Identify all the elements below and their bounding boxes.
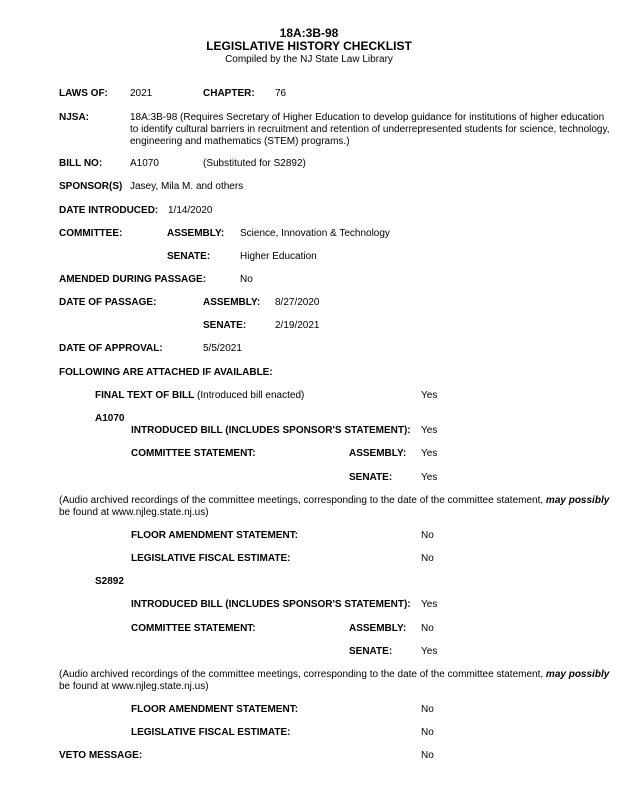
s2892-floor-value: No: [421, 704, 434, 715]
veto-value: No: [421, 750, 434, 761]
a1070-senate-label: SENATE:: [349, 472, 393, 483]
s2892-committee-label: COMMITTEE STATEMENT:: [131, 623, 256, 634]
s2892-label: S2892: [95, 576, 124, 587]
a1070-assembly-value: Yes: [421, 448, 438, 459]
laws-of-value: 2021: [130, 88, 153, 99]
a1070-committee-label: COMMITTEE STATEMENT:: [131, 448, 256, 459]
s2892-fiscal-label: LEGISLATIVE FISCAL ESTIMATE:: [131, 727, 291, 738]
final-text-row: [95, 390, 304, 402]
passage-assembly-value: 8/27/2020: [275, 297, 320, 308]
a1070-audio-emphasis: may possibly: [545, 495, 610, 506]
a1070-audio-text: (Audio archived recordings of the committee meetings, corresponding to the date of the committee statement,: [59, 495, 546, 506]
njsa-label: NJSA:: [59, 112, 90, 123]
bill-no-note: (Substituted for S2892): [203, 158, 306, 169]
a1070-senate-value: Yes: [421, 472, 438, 483]
s2892-assembly-label: ASSEMBLY:: [349, 623, 407, 634]
bill-no-value: A1070: [130, 158, 159, 169]
a1070-audio-note: [59, 495, 609, 507]
date-of-approval-label: DATE OF APPROVAL:: [59, 343, 163, 354]
amended-label: AMENDED DURING PASSAGE:: [59, 274, 207, 285]
a1070-floor-label: FLOOR AMENDMENT STATEMENT:: [131, 530, 299, 541]
bill-no-label: BILL NO:: [59, 158, 103, 169]
committee-senate-label: SENATE:: [167, 251, 211, 262]
committee-assembly-label: ASSEMBLY:: [167, 228, 225, 239]
date-introduced-value: 1/14/2020: [168, 205, 213, 216]
s2892-audio-url-line: be found at www.njleg.state.nj.us): [59, 681, 209, 692]
committee-label: COMMITTEE:: [59, 228, 123, 239]
amended-value: No: [240, 274, 253, 285]
a1070-floor-value: No: [421, 530, 434, 541]
date-of-approval-value: 5/5/2021: [203, 343, 242, 354]
passage-assembly-label: ASSEMBLY:: [203, 297, 261, 308]
a1070-assembly-label: ASSEMBLY:: [349, 448, 407, 459]
laws-of-label: LAWS OF:: [59, 88, 108, 99]
njsa-line: 18A:3B-98 (Requires Secretary of Higher Education to develop guidance for institutions of higher education: [130, 112, 605, 123]
a1070-introduced-label: INTRODUCED BILL (INCLUDES SPONSOR'S STATEMENT):: [131, 425, 411, 436]
document-title: LEGISLATIVE HISTORY CHECKLIST: [206, 39, 412, 53]
committee-assembly-value: Science, Innovation & Technology: [240, 228, 390, 239]
a1070-fiscal-value: No: [421, 553, 434, 564]
committee-senate-value: Higher Education: [240, 251, 317, 262]
final-text-value: Yes: [421, 390, 438, 401]
date-of-passage-label: DATE OF PASSAGE:: [59, 297, 157, 308]
final-text-label: FINAL TEXT OF BILL: [95, 390, 195, 401]
document-subtitle: Compiled by the NJ State Law Library: [225, 54, 393, 65]
s2892-audio-text: (Audio archived recordings of the committee meetings, corresponding to the date of the committee statement,: [59, 669, 546, 680]
a1070-introduced-value: Yes: [421, 425, 438, 436]
njsa-line: to identify cultural barriers in recruitment and retention of underrepresented students for science, technology,: [130, 124, 610, 135]
attached-heading: FOLLOWING ARE ATTACHED IF AVAILABLE:: [59, 367, 273, 378]
s2892-floor-label: FLOOR AMENDMENT STATEMENT:: [131, 704, 299, 715]
passage-senate-label: SENATE:: [203, 320, 247, 331]
s2892-assembly-value: No: [421, 623, 434, 634]
veto-label: VETO MESSAGE:: [59, 750, 143, 761]
a1070-fiscal-label: LEGISLATIVE FISCAL ESTIMATE:: [131, 553, 291, 564]
s2892-introduced-label: INTRODUCED BILL (INCLUDES SPONSOR'S STATEMENT):: [131, 599, 411, 610]
a1070-audio-url-line: be found at www.njleg.state.nj.us): [59, 507, 209, 518]
s2892-audio-emphasis: may possibly: [545, 669, 610, 680]
citation-heading: 18A:3B-98: [279, 26, 339, 40]
passage-senate-value: 2/19/2021: [275, 320, 320, 331]
chapter-label: CHAPTER:: [203, 88, 255, 99]
chapter-value: 76: [275, 88, 287, 99]
sponsors-label: SPONSOR(S): [59, 181, 123, 192]
s2892-fiscal-value: No: [421, 727, 434, 738]
s2892-introduced-value: Yes: [421, 599, 438, 610]
sponsors-value: Jasey, Mila M. and others: [130, 181, 244, 192]
s2892-senate-value: Yes: [421, 646, 438, 657]
final-text-note: (Introduced bill enacted): [197, 390, 305, 401]
s2892-senate-label: SENATE:: [349, 646, 393, 657]
date-introduced-label: DATE INTRODUCED:: [59, 205, 159, 216]
s2892-audio-note: [59, 669, 609, 681]
njsa-line: engineering and mathematics (STEM) programs.): [130, 136, 350, 147]
a1070-label: A1070: [95, 413, 125, 424]
